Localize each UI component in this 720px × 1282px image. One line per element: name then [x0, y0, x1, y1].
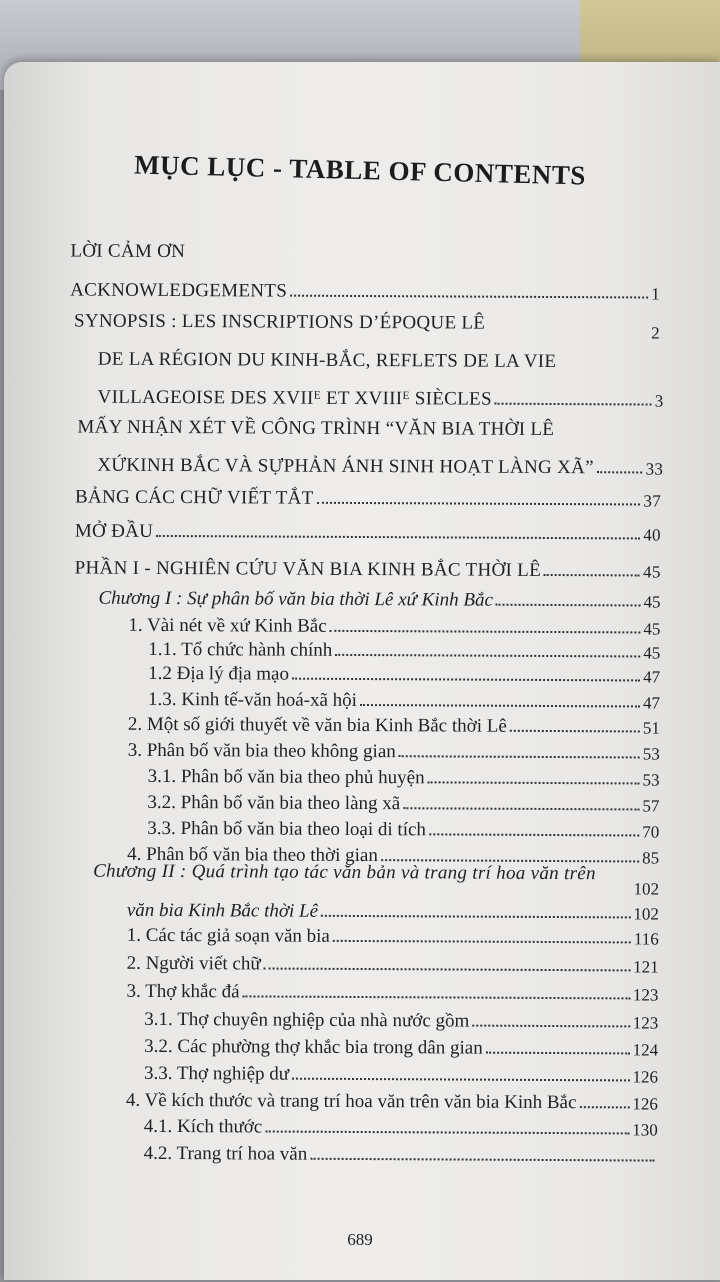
- dot-leader: [321, 915, 630, 919]
- dot-leader: [472, 1025, 630, 1028]
- dot-leader: [597, 471, 643, 473]
- toc-entry-page: 102: [633, 904, 659, 924]
- toc-entry: [70, 314, 660, 343]
- toc-entry-title: 3.1. Thợ chuyên nghiệp của nhà nước gồm: [144, 1008, 470, 1032]
- toc-entry-title: BẢNG CÁC CHỮ VIẾT TẮT: [75, 486, 314, 509]
- toc-entry-title: 1. Các tác giả soạn văn bia: [126, 924, 330, 947]
- toc-entry: [75, 554, 661, 583]
- toc-entry-page: 123: [632, 985, 659, 1005]
- dot-leader: [243, 995, 630, 999]
- toc-entry: [144, 1059, 658, 1088]
- dot-leader: [290, 295, 648, 299]
- toc-entry-page: 124: [632, 1040, 659, 1060]
- toc-entry-title: PHẦN I - NGHIÊN CỨU VĂN BIA KINH BẮC THỜI LÊ: [74, 557, 542, 581]
- toc-entry-title: VILLAGEOISE DES XVIIᴱ ET XVIIIᴱ SIÈCLES: [97, 386, 492, 410]
- toc-entry-page: 126: [632, 1094, 658, 1114]
- toc-entry-title: 1. Vài nét về xứ Kinh Bắc: [128, 614, 327, 637]
- toc-entry: [98, 584, 660, 613]
- toc-entry: [148, 659, 660, 688]
- toc-entry-page: 102: [633, 879, 660, 899]
- toc-entry: [127, 921, 659, 950]
- toc-entry: [148, 685, 660, 714]
- toc-entry-page: 45: [643, 562, 661, 582]
- toc-entry-title: 4. Về kích thước và trang trí hoa văn trên văn bia Kinh Bắc: [125, 1089, 577, 1114]
- toc-entry: [126, 977, 658, 1006]
- dot-leader: [333, 940, 631, 944]
- toc-entry-title: 3. Phân bố văn bia theo không gian: [127, 739, 396, 763]
- dot-leader: [73, 334, 648, 337]
- toc-entry-title: 2. Một số giới thuyết về văn bia Kinh Bắc thời Lê: [127, 713, 507, 737]
- toc-entry-page: 53: [642, 770, 660, 790]
- toc-entry: [148, 762, 660, 791]
- toc-entry: [70, 275, 660, 304]
- toc-entry-line: DE LA RÉGION DU KINH-BẮC, REFLETS DE LA VIE: [97, 348, 557, 373]
- dot-leader: [544, 574, 640, 577]
- toc-entry-page: 57: [642, 796, 660, 816]
- toc-entry-title: 3.1. Phân bố văn bia theo phủ huyện: [147, 765, 425, 789]
- toc-entry-title: LỜI CẢM ƠN: [70, 240, 186, 263]
- toc-entry-page: 45: [643, 619, 661, 639]
- dot-leader: [403, 807, 639, 810]
- toc-entry-title: 3.3. Thợ nghiệp dư: [143, 1062, 290, 1085]
- toc-entry-page: 45: [643, 592, 661, 612]
- toc-entry-page: 116: [633, 929, 659, 949]
- dot-leader: [317, 502, 641, 506]
- dot-leader: [495, 403, 652, 406]
- toc-entry-title: Chương I : Sự phân bố văn bia thời Lê xứ Kinh Bắc: [98, 587, 493, 611]
- toc-entry-page: 47: [642, 693, 661, 713]
- toc-entry-title: ACKNOWLEDGEMENTS: [70, 279, 288, 302]
- toc-entry-title: MỞ ĐẦU: [74, 520, 154, 542]
- toc-entry: [144, 1005, 658, 1034]
- toc-entry-title: văn bia Kinh Bắc thời Lê: [126, 899, 319, 922]
- toc-entry-title: 1.3. Kinh tế-văn hoá-xã hội: [147, 688, 358, 711]
- toc-entry-page: 53: [642, 744, 660, 764]
- dot-leader: [310, 1158, 654, 1162]
- dot-leader: [428, 781, 640, 784]
- toc-entry: [128, 710, 660, 739]
- toc-entry-title: XỨKINH BẮC VÀ SỰPHẢN ÁNH SINH HOẠT LÀNG XÃ”: [97, 454, 594, 479]
- toc-entry-title: 4.2. Trang trí hoa văn: [143, 1142, 308, 1165]
- toc-entry-page: 130: [632, 1120, 658, 1140]
- page-title: MỤC LỤC - TABLE OF CONTENTS: [133, 149, 587, 191]
- toc-entry: [144, 1112, 658, 1141]
- dot-leader: [264, 967, 630, 971]
- toc-entry-page: 37: [643, 491, 662, 511]
- dot-leader: [330, 630, 641, 634]
- dot-leader: [429, 833, 639, 836]
- toc-entry: [97, 451, 663, 480]
- dot-leader: [96, 891, 630, 894]
- dot-leader: [579, 1106, 629, 1108]
- toc-entry: [144, 1139, 658, 1168]
- toc-entry-title: 3.2. Phân bố văn bia theo làng xã: [147, 791, 401, 815]
- toc-entry-page: 2: [651, 323, 660, 343]
- toc-entry-page: 51: [642, 718, 660, 738]
- toc-entry: [147, 788, 659, 817]
- toc-entry-line: Chương II : Quá trình tạo tác văn bản và trang trí hoa văn trên: [93, 860, 596, 885]
- toc-entry-title: 3.3. Phân bố văn bia theo loại di tích: [147, 817, 427, 841]
- dot-leader: [156, 535, 640, 540]
- toc-entry: [70, 236, 660, 265]
- toc-entry: [144, 1032, 658, 1061]
- toc-entry: [75, 517, 661, 546]
- toc-entry-title: 1.2 Địa lý địa mạo: [148, 662, 290, 685]
- page-number: 689: [347, 1230, 373, 1249]
- dot-leader: [510, 730, 640, 733]
- toc-entry-page: 47: [643, 667, 661, 687]
- toc-entry-title: 3. Thợ khắc đá: [126, 980, 240, 1003]
- toc-entry-title: 4. Phân bố văn bia theo thời gian: [127, 843, 378, 867]
- toc-entry-line: SYNOPSIS : LES INSCRIPTIONS D’ÉPOQUE LÊ: [73, 310, 486, 334]
- dot-leader: [486, 1052, 630, 1055]
- dot-leader: [360, 704, 640, 707]
- toc-entry: [126, 1086, 658, 1115]
- dot-leader: [399, 755, 640, 758]
- toc-entry-page: 121: [633, 957, 659, 977]
- toc-entry-page: 70: [642, 822, 660, 842]
- toc-entry-page: 40: [643, 525, 661, 545]
- toc-entry: [147, 814, 659, 843]
- toc-entry-title: 4.1. Kích thước: [143, 1115, 263, 1138]
- toc-entry: [98, 383, 664, 412]
- dot-leader: [292, 1078, 629, 1082]
- toc-entry-page: 45: [643, 643, 661, 663]
- dot-leader: [496, 604, 641, 607]
- toc-entry-page: 1: [651, 284, 661, 304]
- toc-entry-title: 2. Người viết chữ: [126, 952, 261, 975]
- toc-entry-page: 3: [654, 391, 664, 411]
- toc-entry-page: 85: [642, 848, 660, 868]
- toc-entry-page: 126: [632, 1067, 659, 1087]
- dot-leader: [292, 678, 640, 682]
- toc-entry: [127, 949, 659, 978]
- toc-entry-line: MẤY NHẬN XÉT VỀ CÔNG TRÌNH “VĂN BIA THỜI LÊ: [77, 416, 555, 441]
- toc-entry: [128, 736, 660, 765]
- dot-leader: [335, 654, 640, 658]
- toc-entry-page: 33: [645, 459, 664, 479]
- toc-entry-page: 123: [632, 1013, 659, 1033]
- toc-entry-title: 3.2. Các phường thợ khắc bia trong dân gian: [144, 1035, 483, 1059]
- toc-entry: [75, 483, 661, 512]
- dot-leader: [265, 1131, 629, 1135]
- toc-entry-title: 1.1. Tổ chức hành chính: [148, 638, 333, 661]
